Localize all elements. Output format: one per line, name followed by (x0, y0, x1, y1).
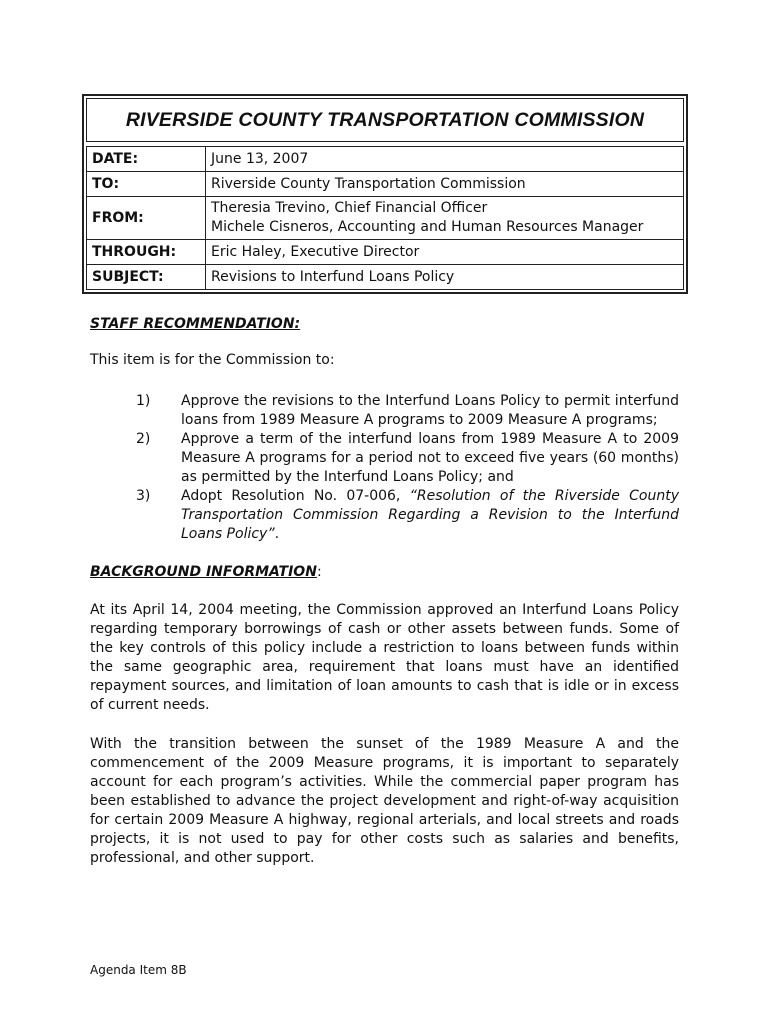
field-label: SUBJECT: (87, 265, 206, 290)
item-text-suffix: . (274, 526, 280, 542)
from-value (206, 197, 684, 240)
recommendation-intro: This item is for the Commission to: (90, 352, 335, 368)
memo-row-date (87, 147, 684, 172)
item-number: 3) (136, 488, 151, 504)
recommendation-item (90, 487, 679, 544)
agenda-item-footer: Agenda Item 8B (90, 963, 187, 977)
item-text (181, 487, 679, 544)
background-heading-colon: : (316, 564, 322, 580)
background-paragraph: At its April 14, 2004 meeting, the Commission approved an Interfund Loans Policy regarding temporary borrowings of cash or other assets between funds. Some of the key controls of this policy include a restriction to loans between funds within the same geographic area, requirement that loans must have an identified repayment sources, and limitation of loan amounts to cash that is idle or in excess of current needs. (90, 602, 679, 713)
field-label: DATE: (87, 147, 206, 172)
item-text: Approve the revisions to the Interfund Loans Policy to permit interfund loans from 1989 Measure A programs to 2009 Measure A programs; (181, 393, 679, 428)
memo-row-subject (87, 265, 684, 290)
to-value: Riverside County Transportation Commission (206, 172, 684, 197)
field-label: FROM: (87, 197, 206, 240)
memo-row-through (87, 240, 684, 265)
item-number: 1) (136, 393, 151, 409)
item-text: Approve a term of the interfund loans from 1989 Measure A to 2009 Measure A programs for a period not to exceed five years (60 months) as permitted by the Interfund Loans Policy; and (181, 431, 679, 485)
item-text-prefix: Adopt Resolution No. 07-006, (181, 488, 410, 504)
field-label: THROUGH: (87, 240, 206, 265)
field-label: TO: (87, 172, 206, 197)
organization-title: RIVERSIDE COUNTY TRANSPORTATION COMMISSION (86, 98, 684, 142)
from-line: Theresia Trevino, Chief Financial Officer (211, 200, 488, 216)
through-value: Eric Haley, Executive Director (206, 240, 684, 265)
subject-value: Revisions to Interfund Loans Policy (206, 265, 684, 290)
memo-fields-table (86, 146, 684, 290)
memo-row-to (87, 172, 684, 197)
memo-row-from (87, 197, 684, 240)
from-line: Michele Cisneros, Accounting and Human Resources Manager (211, 219, 644, 235)
item-number: 2) (136, 431, 151, 447)
recommendation-item (90, 430, 679, 487)
background-heading-wrap (90, 564, 322, 580)
resolution-title: “Resolution of the Riverside County Transportation Commission Regarding a Revision to the Interfund Loans Policy” (181, 488, 679, 542)
background-heading: BACKGROUND INFORMATION (90, 564, 317, 580)
recommendation-item (90, 392, 679, 430)
memo-header (82, 94, 688, 294)
staff-recommendation-heading: STAFF RECOMMENDATION: (90, 316, 301, 332)
date-value: June 13, 2007 (206, 147, 684, 172)
background-paragraph: With the transition between the sunset of the 1989 Measure A and the commencement of the 2009 Measure programs, it is important to separately account for each program’s activities. While the commercial paper program has been established to advance the project development and right-of-way acquisition for certain 2009 Measure A highway, regional arterials, and local streets and roads projects, it is not used to pay for other costs such as salaries and benefits, professional, and other support. (90, 736, 679, 866)
